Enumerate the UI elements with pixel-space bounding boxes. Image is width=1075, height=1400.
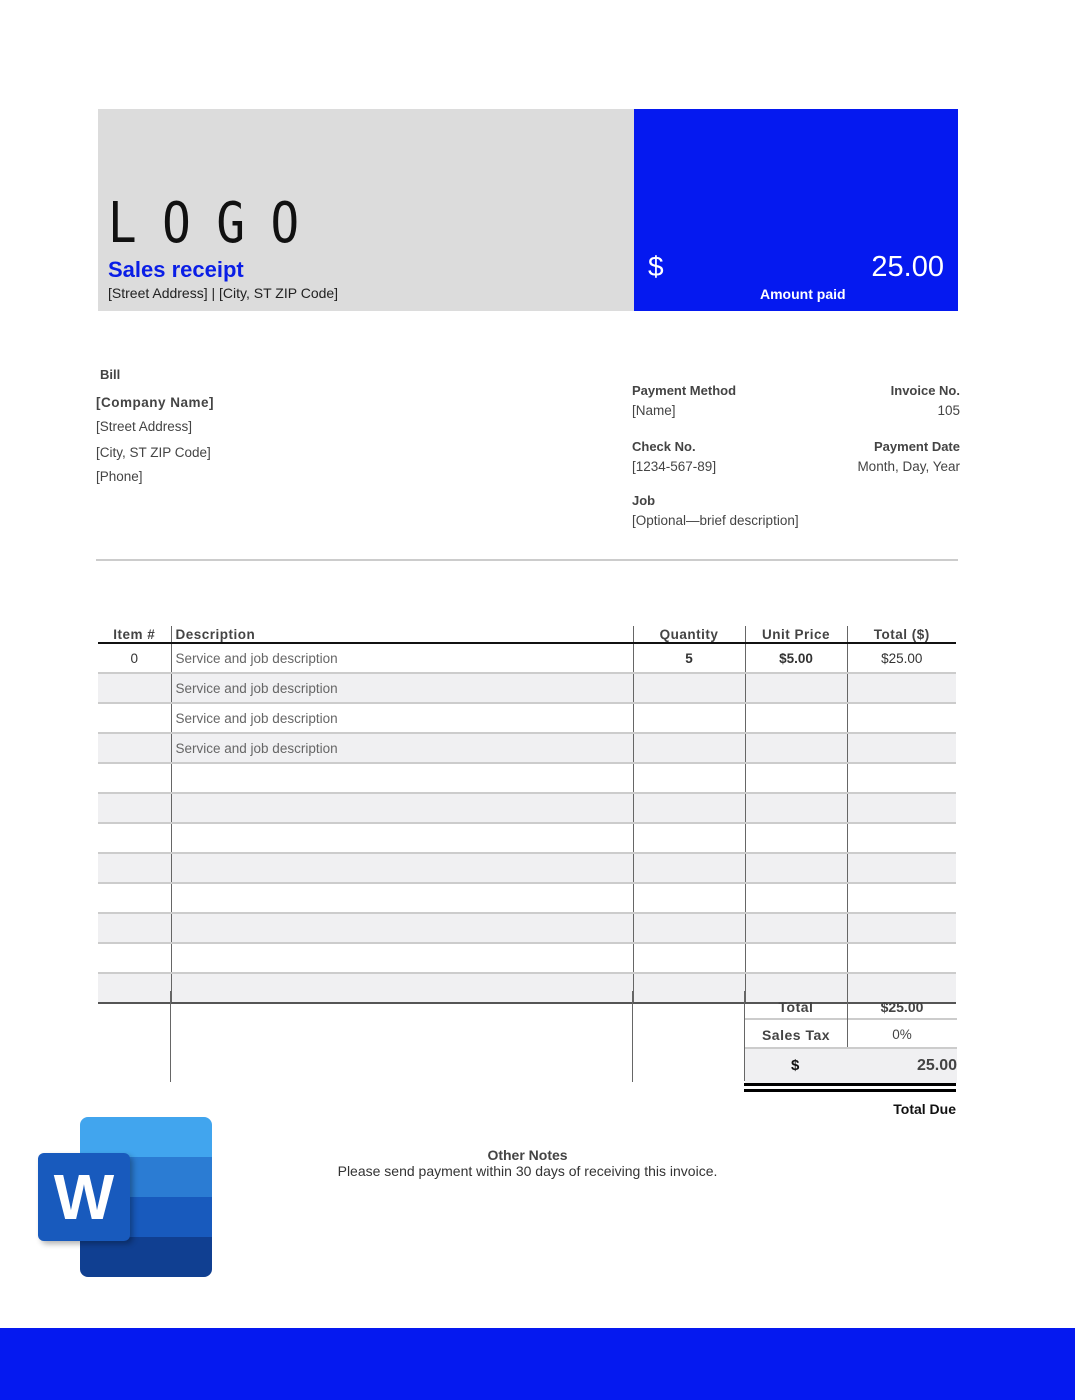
column-line (170, 991, 171, 1082)
table-header (98, 626, 956, 643)
table-row (98, 763, 956, 793)
total-due-label: Total Due (893, 1101, 956, 1117)
payment-date-label: Payment Date (874, 439, 960, 454)
bill-phone: [Phone] (96, 469, 143, 484)
cell-description: Service and job description (171, 643, 633, 673)
check-number: [1234-567-89] (632, 459, 717, 474)
notes-text: Please send payment within 30 days of receiving this invoice. (337, 1163, 718, 1179)
items-table (98, 626, 956, 1004)
job-label: Job (632, 493, 656, 508)
sales-tax-value: 0% (892, 1027, 912, 1042)
company-address: [Street Address] | [City, ST ZIP Code] (108, 285, 339, 301)
cell-description: Service and job description (171, 733, 633, 763)
footer-bar (0, 1328, 1075, 1400)
payment-method: [Name] (632, 403, 676, 418)
notes-title: Other Notes (487, 1147, 568, 1163)
page-title: Sales receipt (108, 257, 244, 282)
payment-method-label: Payment Method (632, 383, 737, 398)
header-unit-price: Unit Price (745, 626, 847, 643)
amount-value: 25.00 (871, 251, 944, 283)
sales-tax-label: Sales Tax (761, 1027, 831, 1043)
header-quantity: Quantity (633, 626, 745, 643)
total-label: Total (778, 999, 814, 1015)
table-row (98, 733, 956, 763)
table-row (98, 703, 956, 733)
table-row (98, 853, 956, 883)
bill-street: [Street Address] (96, 419, 193, 434)
check-label: Check No. (632, 439, 696, 454)
table-row (98, 673, 956, 703)
table-row (98, 883, 956, 913)
amount-panel (634, 109, 958, 311)
header-total: Total ($) (847, 626, 956, 643)
word-app-icon: W (38, 1117, 214, 1279)
table-row (98, 943, 956, 973)
bill-city: [City, ST ZIP Code] (96, 445, 211, 460)
column-line (632, 991, 633, 1082)
header-item: Item # (98, 626, 171, 643)
cell-quantity: 5 (633, 643, 745, 673)
bill-company: [Company Name] (96, 395, 215, 410)
header-left (98, 109, 634, 311)
table-row (98, 823, 956, 853)
table-row (98, 913, 956, 943)
job-description: [Optional—brief description] (632, 513, 799, 528)
bill-label: Bill (100, 367, 121, 382)
total-due-row (745, 1047, 957, 1083)
currency-symbol: $ (648, 251, 664, 282)
header-description: Description (171, 626, 633, 643)
cell-description: Service and job description (171, 703, 633, 733)
divider (96, 559, 958, 561)
due-amount: 25.00 (916, 1057, 957, 1074)
payment-date: Month, Day, Year (857, 459, 960, 474)
amount-label: Amount paid (760, 286, 846, 302)
due-currency: $ (791, 1057, 800, 1074)
invoice-label: Invoice No. (890, 383, 960, 398)
cell-unit-price: $5.00 (745, 643, 847, 673)
cell-item: 0 (98, 643, 171, 673)
totals-box (744, 991, 957, 1081)
cell-total: $25.00 (847, 643, 956, 673)
cell-description: Service and job description (171, 673, 633, 703)
total-value: $25.00 (880, 999, 924, 1015)
invoice-number: 105 (937, 403, 960, 418)
table-row (98, 793, 956, 823)
table-row (98, 643, 956, 673)
logo: LOGO (108, 191, 325, 256)
